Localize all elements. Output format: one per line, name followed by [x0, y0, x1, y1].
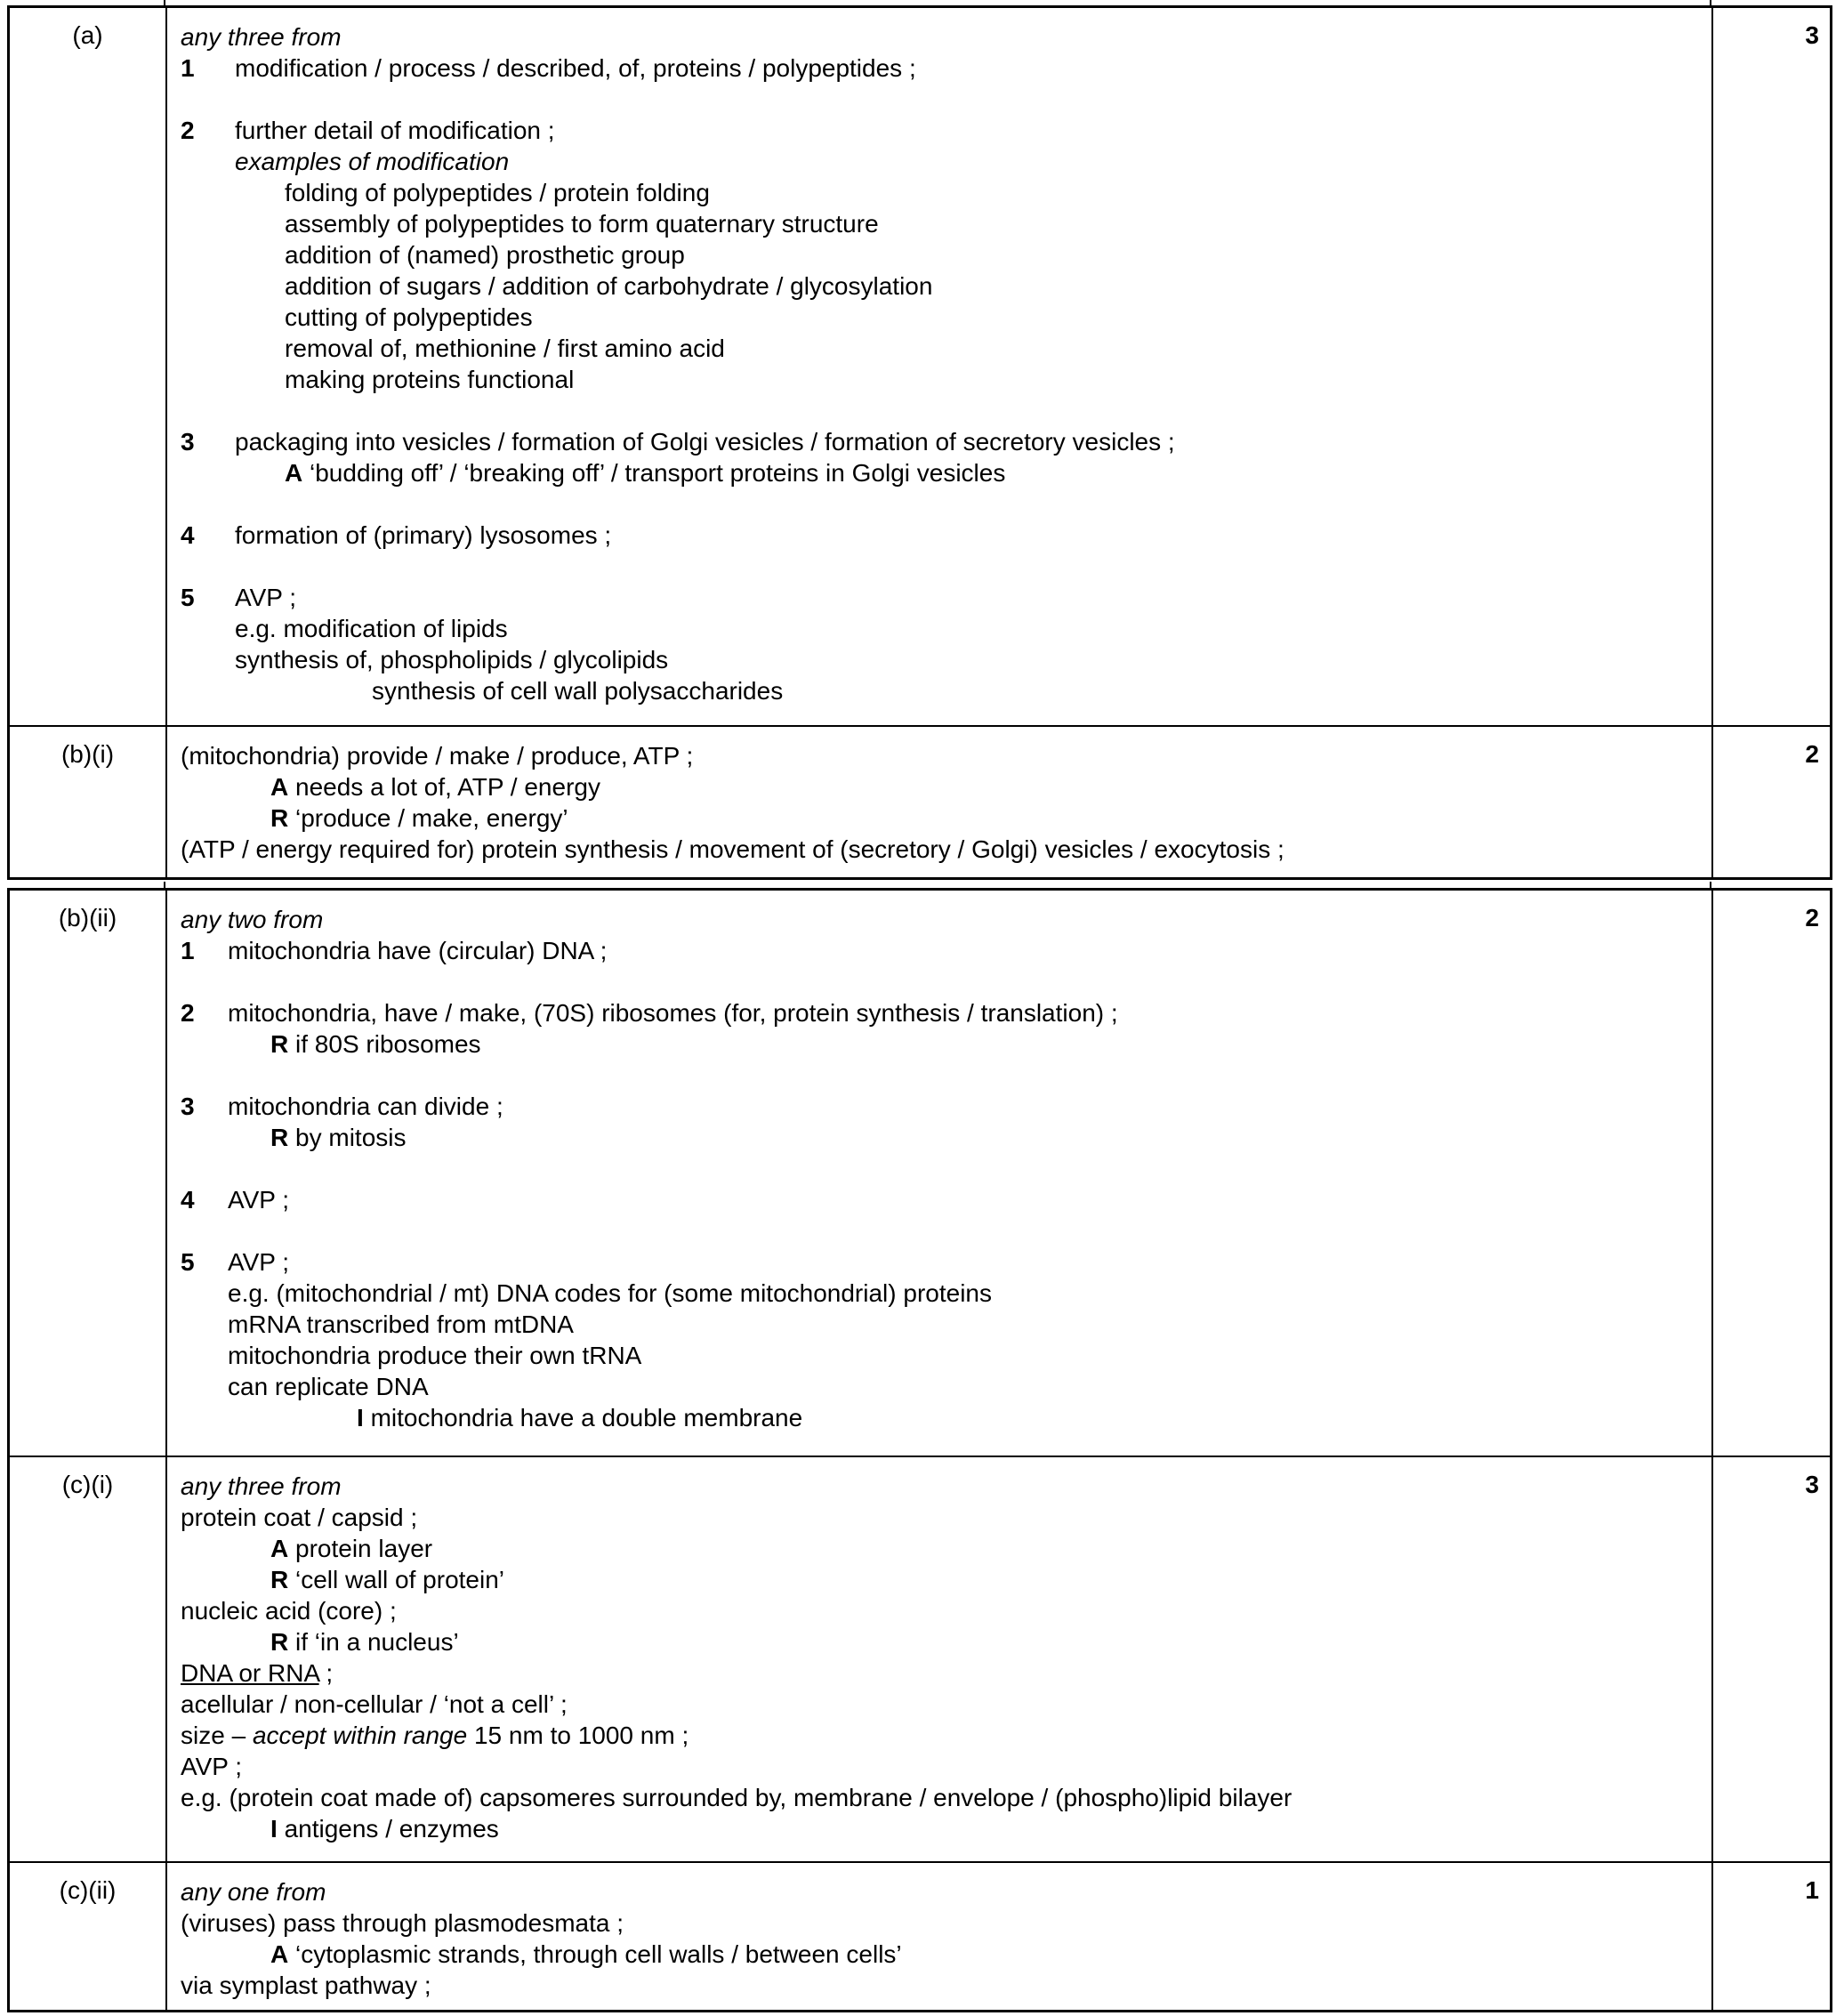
example-item: synthesis of cell wall polysaccharides — [372, 677, 784, 705]
column-tick — [1710, 882, 1711, 889]
point-text: packaging into vesicles / formation of Golgi vesicles / formation of secretory vesicles ; — [235, 428, 1175, 456]
accept-note — [181, 1939, 1687, 1970]
point-text: AVP ; — [228, 1186, 290, 1214]
point-number: 3 — [181, 1093, 195, 1120]
point-number: 1 — [181, 937, 195, 964]
reject-text: ‘produce / make, energy’ — [295, 804, 568, 832]
accept-text: protein layer — [295, 1535, 433, 1562]
point-text: formation of (primary) lysosomes ; — [235, 521, 612, 549]
answer-line — [181, 1657, 1687, 1689]
example-item: assembly of polypeptides to form quaternary structure — [285, 210, 879, 238]
question-number: (c)(ii) — [59, 1876, 117, 1904]
accept-letter: A — [270, 1940, 289, 1968]
ignore-note — [181, 1402, 1687, 1433]
column-tick — [164, 882, 165, 889]
reject-note — [181, 1564, 1687, 1595]
example-item: cutting of polypeptides — [285, 303, 533, 331]
point-number: 3 — [181, 428, 195, 456]
answer-line: (ATP / energy required for) protein synthesis / movement of (secretory / Golgi) vesicles / exocytosis ; — [181, 835, 1284, 863]
table-row-b-ii — [10, 891, 1830, 1457]
marks: 3 — [1805, 1471, 1819, 1498]
reject-text: if 80S ribosomes — [295, 1030, 481, 1058]
answer-point-2 — [181, 997, 1687, 1028]
example-item: folding of polypeptides / protein folding — [285, 179, 710, 206]
marks: 2 — [1805, 740, 1819, 768]
reject-note — [181, 1028, 1687, 1060]
reject-note — [181, 1626, 1687, 1657]
question-number: (b)(i) — [60, 740, 115, 768]
point-text: mitochondria have (circular) DNA ; — [228, 937, 608, 964]
reject-letter: R — [270, 1628, 289, 1656]
reject-note — [181, 802, 1687, 834]
answer-point-4 — [181, 1184, 1687, 1215]
table-row-c-i — [10, 1457, 1830, 1863]
example-item: making proteins functional — [285, 366, 575, 393]
reject-text: ‘cell wall of protein’ — [295, 1566, 505, 1593]
example-item: e.g. modification of lipids — [235, 615, 508, 642]
column-tick — [1710, 0, 1711, 6]
table-row-a — [10, 8, 1830, 727]
accept-letter: A — [285, 459, 303, 487]
accept-note — [181, 457, 1687, 488]
example-item: removal of, methionine / first amino acid — [285, 335, 725, 362]
answer-line: (mitochondria) provide / make / produce, ATP ; — [181, 742, 694, 770]
answer-cell — [181, 1471, 1687, 1844]
accept-text: ‘cytoplasmic strands, through cell walls / between cells’ — [295, 1940, 902, 1968]
answer-cell — [181, 740, 1687, 865]
point-text: mitochondria can divide ; — [228, 1093, 503, 1120]
reject-text: if ‘in a nucleus’ — [295, 1628, 459, 1656]
ignore-letter: I — [270, 1815, 278, 1843]
point-number: 2 — [181, 999, 195, 1027]
mark-scheme-table-2 — [7, 888, 1832, 2012]
accept-note — [181, 1533, 1687, 1564]
answer-line: nucleic acid (core) ; — [181, 1597, 397, 1625]
accept-note — [181, 771, 1687, 802]
point-text: AVP ; — [235, 584, 297, 611]
example-item: can replicate DNA — [228, 1373, 429, 1400]
point-number: 5 — [181, 1248, 195, 1276]
answer-cell — [181, 21, 1687, 706]
table-row-b-i — [10, 727, 1830, 880]
question-number: (c)(i) — [61, 1471, 114, 1498]
marks: 1 — [1805, 1876, 1819, 1904]
example-item: mRNA transcribed from mtDNA — [228, 1310, 574, 1338]
example-item: addition of sugars / addition of carbohydrate / glycosylation — [285, 272, 933, 300]
answer-point-1 — [181, 52, 1687, 84]
answer-cell — [181, 1876, 1687, 2001]
answer-intro: any three from — [181, 23, 342, 51]
point-text: AVP ; — [228, 1248, 290, 1276]
point-text: mitochondria, have / make, (70S) ribosomes (for, protein synthesis / translation) ; — [228, 999, 1118, 1027]
example-item: mitochondria produce their own tRNA — [228, 1342, 642, 1369]
answer-line: (viruses) pass through plasmodesmata ; — [181, 1909, 624, 1937]
line-italic: accept within range — [252, 1722, 468, 1749]
answer-line: acellular / non-cellular / ‘not a cell’ ; — [181, 1690, 568, 1718]
mark-scheme-table-1 — [7, 5, 1832, 880]
point-number: 4 — [181, 521, 195, 549]
answer-line — [181, 1720, 1687, 1751]
example-item: addition of (named) prosthetic group — [285, 241, 685, 269]
point-number: 1 — [181, 54, 195, 82]
examples-heading: examples of modification — [235, 148, 510, 175]
marks: 2 — [1805, 904, 1819, 931]
ignore-note — [181, 1813, 1687, 1844]
point-text: further detail of modification ; — [235, 117, 555, 144]
answer-point-1 — [181, 935, 1687, 966]
answer-intro: any two from — [181, 906, 324, 933]
question-number: (b)(ii) — [58, 904, 117, 931]
answer-cell — [181, 904, 1687, 1433]
answer-intro: any one from — [181, 1878, 326, 1906]
marks: 3 — [1805, 21, 1819, 49]
ignore-text: antigens / enzymes — [284, 1815, 499, 1843]
reject-letter: R — [270, 804, 289, 832]
answer-point-3 — [181, 426, 1687, 457]
answer-line: via symplast pathway ; — [181, 1972, 431, 1999]
underlined-term: DNA or RNA — [181, 1659, 319, 1687]
reject-note — [181, 1122, 1687, 1153]
ignore-letter: I — [357, 1404, 364, 1431]
answer-point-4 — [181, 520, 1687, 551]
answer-line: e.g. (protein coat made of) capsomeres surrounded by, membrane / envelope / (phospho)lipid bilayer — [181, 1784, 1292, 1811]
answer-line: AVP ; — [181, 1753, 243, 1780]
accept-letter: A — [270, 773, 289, 801]
reject-text: by mitosis — [295, 1124, 407, 1151]
point-text: modification / process / described, of, proteins / polypeptides ; — [235, 54, 916, 82]
point-number: 2 — [181, 117, 195, 144]
answer-point-2 — [181, 115, 1687, 146]
point-number: 5 — [181, 584, 195, 611]
answer-line: protein coat / capsid ; — [181, 1504, 418, 1531]
line-suffix: 15 nm to 1000 nm ; — [467, 1722, 689, 1749]
answer-point-5 — [181, 582, 1687, 613]
line-prefix: size – — [181, 1722, 253, 1749]
answer-point-5 — [181, 1246, 1687, 1278]
answer-point-3 — [181, 1091, 1687, 1122]
column-tick — [164, 0, 165, 6]
accept-text: ‘budding off’ / ‘breaking off’ / transport proteins in Golgi vesicles — [310, 459, 1006, 487]
example-item: e.g. (mitochondrial / mt) DNA codes for (some mitochondrial) proteins — [228, 1279, 992, 1307]
accept-text: needs a lot of, ATP / energy — [295, 773, 600, 801]
question-number: (a) — [72, 21, 103, 49]
point-number: 4 — [181, 1186, 195, 1214]
ignore-text: mitochondria have a double membrane — [370, 1404, 803, 1431]
accept-letter: A — [270, 1535, 289, 1562]
example-item: synthesis of, phospholipids / glycolipids — [235, 646, 669, 673]
reject-letter: R — [270, 1124, 289, 1151]
answer-intro: any three from — [181, 1472, 342, 1500]
line-tail: ; — [318, 1659, 334, 1687]
reject-letter: R — [270, 1030, 289, 1058]
reject-letter: R — [270, 1566, 289, 1593]
table-row-c-ii — [10, 1863, 1830, 2010]
